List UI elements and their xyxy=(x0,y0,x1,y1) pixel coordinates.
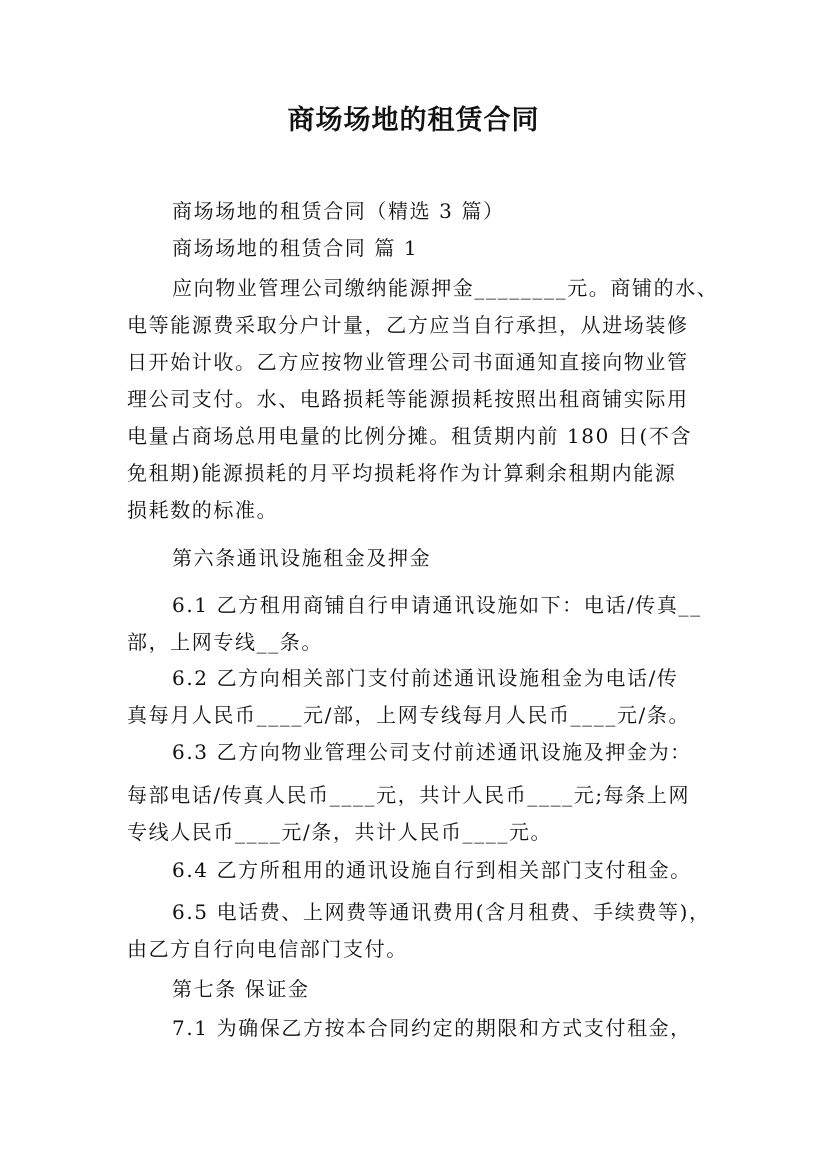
article-heading: 第七条 保证金 xyxy=(172,977,310,1001)
clause-line: 真每月人民币____元/部，上网专线每月人民币____元/条。 xyxy=(127,703,691,727)
section-heading: 商场场地的租赁合同 篇 1 xyxy=(172,236,419,260)
paragraph-line: 理公司支付。水、电路损耗等能源损耗按照出租商铺实际用 xyxy=(127,387,689,411)
paragraph-line: 免租期)能源损耗的月平均损耗将作为计算剩余租期内能源 xyxy=(127,461,677,485)
document-title: 商场场地的租赁合同 xyxy=(287,105,540,136)
paragraph-line: 电量占商场总用电量的比例分摊。租赁期内前 180 日(不含 xyxy=(127,424,693,448)
article-heading: 第六条通讯设施租金及押金 xyxy=(172,546,432,570)
clause-line: 6.1 乙方租用商铺自行申请通讯设施如下：电话/传真__ xyxy=(172,593,702,617)
clause-line: 7.1 为确保乙方按本合同约定的期限和方式支付租金， xyxy=(172,1016,692,1040)
paragraph-line: 应向物业管理公司缴纳能源押金________元。商铺的水、 xyxy=(172,276,719,300)
clause-line: 每部电话/传真人民币____元，共计人民币____元;每条上网 xyxy=(127,783,691,807)
clause-line: 专线人民币____元/条，共计人民币____元。 xyxy=(127,820,553,844)
paragraph-line: 日开始计收。乙方应按物业管理公司书面通知直接向物业管 xyxy=(127,350,689,374)
subtitle-line: 商场场地的租赁合同（精选 3 篇） xyxy=(172,199,505,223)
clause-line: 6.5 电话费、上网费等通讯费用(含月租费、手续费等)， xyxy=(172,900,711,924)
clause-line: 由乙方自行向电信部门支付。 xyxy=(127,937,408,961)
clause-line: 部，上网专线__条。 xyxy=(127,630,323,654)
clause-line: 6.3 乙方向物业管理公司支付前述通讯设施及押金为： xyxy=(172,740,692,764)
clause-line: 6.2 乙方向相关部门支付前述通讯设施租金为电话/传 xyxy=(172,666,679,690)
paragraph-line: 电等能源费采取分户计量，乙方应当自行承担，从进场装修 xyxy=(127,313,689,337)
paragraph-line: 损耗数的标准。 xyxy=(127,498,279,522)
clause-line: 6.4 乙方所租用的通讯设施自行到相关部门支付租金。 xyxy=(172,858,692,882)
